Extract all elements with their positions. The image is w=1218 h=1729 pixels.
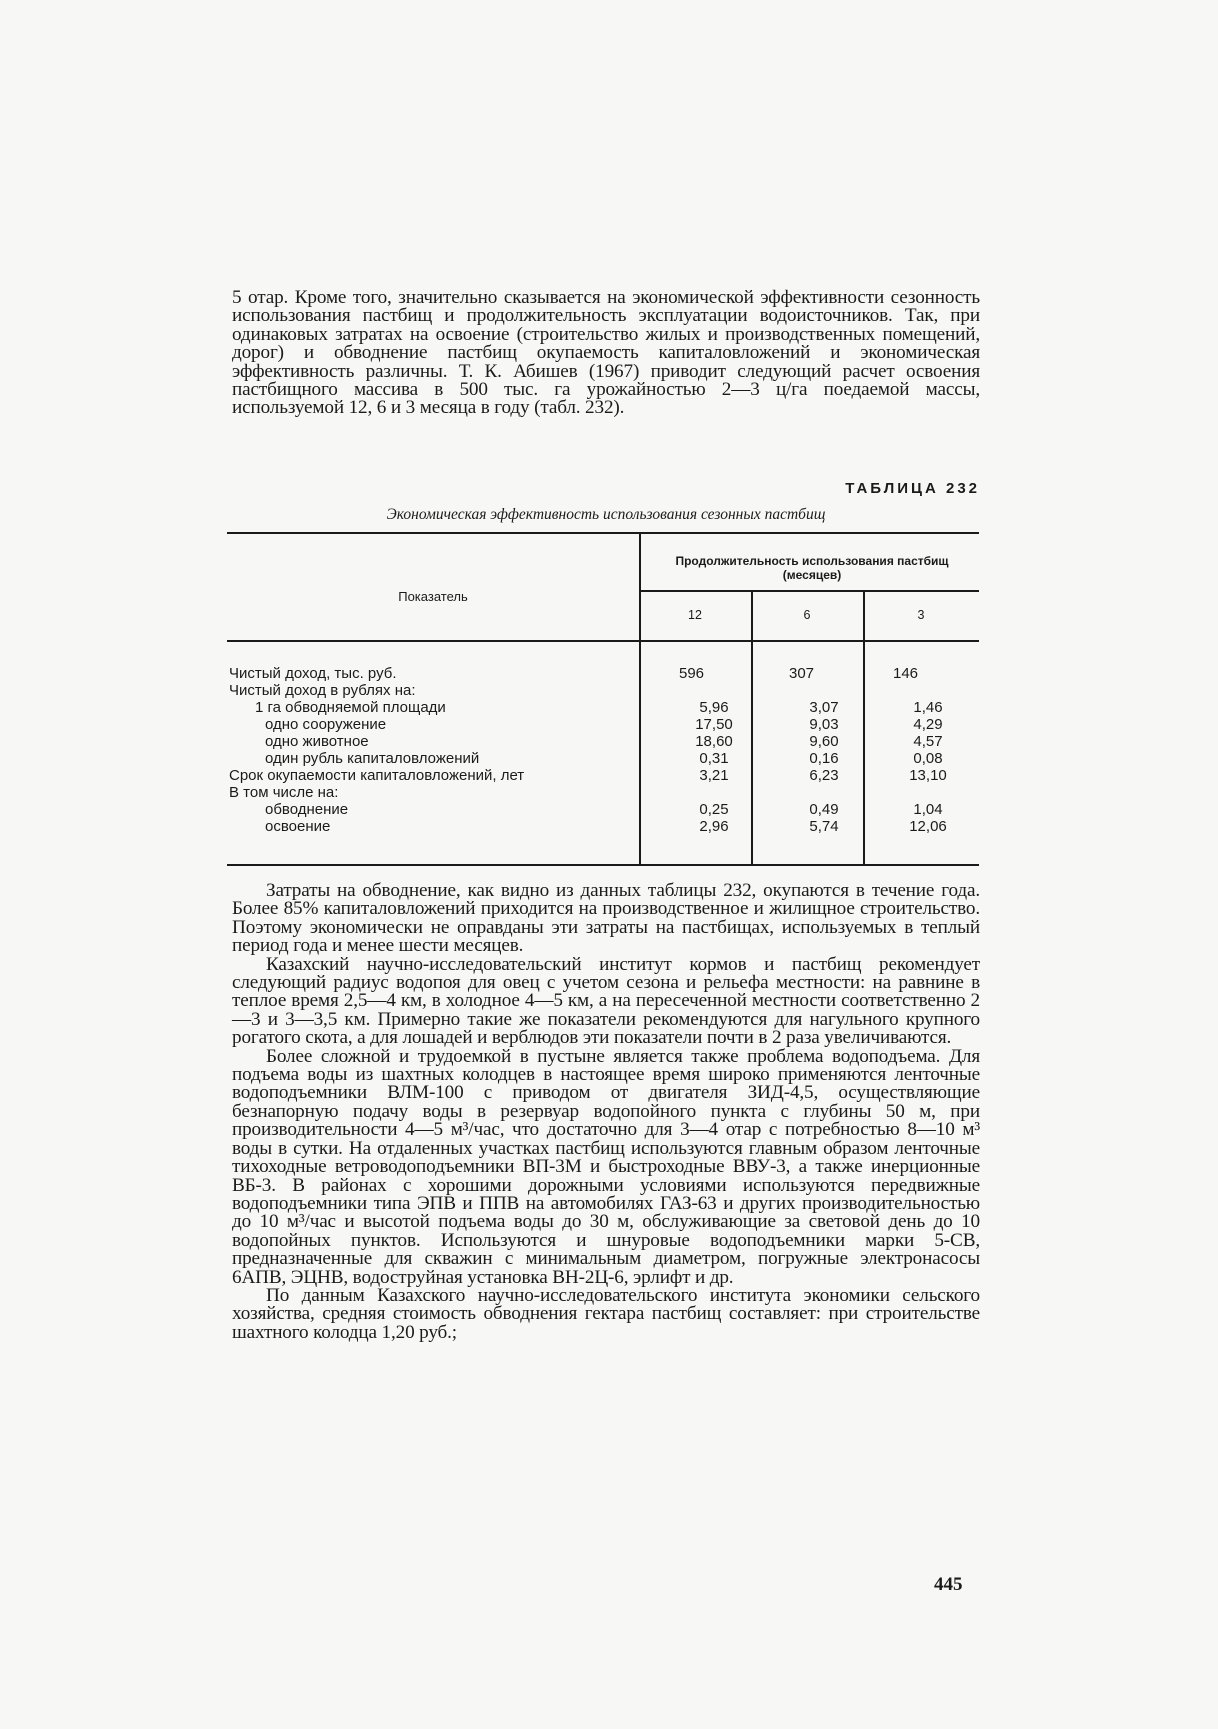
data-table: [227, 532, 979, 866]
table-row: [227, 733, 979, 751]
row-label: 1 га обводняемой площади: [255, 699, 446, 716]
cell-12: 18,60: [695, 733, 733, 750]
row-label: один рубль капиталовложений: [265, 750, 480, 767]
table-vline: [639, 534, 641, 640]
header-duration: Продолжительность использования пастбищ (месяцев): [675, 554, 949, 582]
header-col-12: 12: [688, 608, 702, 622]
table-caption: Экономическая эффективность использования сезонных пастбищ: [386, 506, 826, 523]
cell-3: 4,57: [913, 733, 943, 750]
table-header-divider: [227, 640, 979, 642]
cell-12: 17,50: [695, 716, 733, 733]
table-row: [227, 767, 979, 785]
cell-6: 5,74: [809, 818, 839, 835]
body-paragraph: Более сложной и трудоемкой в пустыне является также проблема водоподъема. Для подъема воды из шахтных колодцев в настоящее время широко применяются ленточные водоподъемники ВЛМ-100 с приводом от двигателя ЗИД-4,5, осуществляющие безнапорную подачу воды в резервуар водопойного пункта с глубины 50 м, при производительности 4—5 м³/час, что достаточно для 3—4 отар с потребностью 8—10 м³ воды в сутки. На отдаленных участках пастбищ используются главным образом ленточные тихоходные ветроводоподъемники ВП-3М и быстроходные ВВУ-3, а также инерционные ВБ-3. В районах с хорошими дорожными условиями используются передвижные водоподъемники типа ЭПВ и ППВ на автомобилях ГАЗ-63 и других производительностью до 10 м³/час и высотой подъема воды до 30 м, обслуживающие за световой день до 10 водопойных пунктов. Используются и шнуровые водоподъемники марки 5-СВ, предназначенные для скважин с минимальным диаметром, погружные электронасосы 6АПВ, ЭЦНВ, водоструйная установка ВН-2Ц-6, эрлифт и др.: [232, 1045, 980, 1288]
table-row: [227, 801, 979, 819]
cell-3: 4,29: [913, 716, 943, 733]
cell-6: 3,07: [809, 699, 839, 716]
cell-12: 0,25: [699, 801, 729, 818]
cell-3: 146: [893, 665, 919, 682]
cell-6: 6,23: [809, 767, 839, 784]
cell-3: 0,08: [913, 750, 943, 767]
cell-12: 3,21: [699, 767, 729, 784]
body-text-block: [232, 882, 980, 1342]
row-label: Срок окупаемости капиталовложений, лет: [229, 767, 525, 784]
cell-12: 596: [679, 665, 705, 682]
table-hline: [639, 590, 979, 592]
cell-6: 307: [789, 665, 815, 682]
row-label: освоение: [265, 818, 331, 835]
body-paragraph: По данным Казахского научно-исследовательского института экономики сельского хозяйства, средняя стоимость обводнения гектара пастбищ составляет: при строительстве шахтного колодца 1,20 руб.;: [232, 1284, 980, 1343]
table-row: [227, 716, 979, 734]
header-col-3: 3: [917, 608, 925, 622]
cell-3: 1,04: [913, 801, 943, 818]
body-paragraph: Затраты на обводнение, как видно из данных таблицы 232, окупаются в течение года. Более 85% капиталовложений приходится на производственное и жилищное строительство. Поэтому экономически не оправданы эти затраты на пастбищах, используемых в теплый период года и менее шести месяцев.: [232, 880, 980, 957]
row-label: одно сооружение: [265, 716, 387, 733]
table-row: [227, 818, 979, 836]
cell-12: 2,96: [699, 818, 729, 835]
row-label: одно животное: [265, 733, 369, 750]
cell-6: 0,49: [809, 801, 839, 818]
cell-6: 9,60: [809, 733, 839, 750]
row-label: В том числе на:: [229, 784, 339, 801]
cell-6: 0,16: [809, 750, 839, 767]
cell-3: 13,10: [909, 767, 947, 784]
cell-12: 0,31: [699, 750, 729, 767]
intro-paragraph-block: [232, 289, 980, 418]
row-label: Чистый доход в рублях на:: [229, 682, 416, 699]
table-row: [227, 682, 979, 700]
table-row: [227, 665, 979, 683]
cell-6: 9,03: [809, 716, 839, 733]
cell-12: 5,96: [699, 699, 729, 716]
body-paragraph: Казахский научно-исследовательский институт кормов и пастбищ рекомендует следующий радиус водопоя для овец с учетом сезона и рельефа местности: на равнине в теплое время 2,5—4 км, в холодное 4—5 км, а на пересеченной местности соответственно 2—3 и 3—3,5 км. Примерно такие же показатели рекомендуются для нагульного крупного рогатого скота, а для лошадей и верблюдов эти показатели почти в 2 раза увеличиваются.: [232, 953, 980, 1049]
header-indicator: Показатель: [398, 589, 468, 604]
row-label: обводнение: [265, 801, 349, 818]
intro-paragraph: 5 отар. Кроме того, значительно сказывается на экономической эффективности сезонность использования пастбищ и продолжительность эксплуатации водоисточников. Так, при одинаковых затратах на освоение (строительство жилых и производственных помещений, дорог) и обводнение пастбищ окупаемость капиталовложений и экономическая эффективность различны. Т. К. Абишев (1967) приводит следующий расчет освоения пастбищного массива в 500 тыс. га урожайностью 2—3 ц/га поедаемой массы, используемой 12, 6 и 3 месяца в году (табл. 232).: [232, 287, 980, 419]
page-number: 445: [934, 1574, 963, 1595]
cell-3: 12,06: [909, 818, 947, 835]
table-row: [227, 750, 979, 768]
table-row: [227, 699, 979, 717]
row-label: Чистый доход, тыс. руб.: [229, 665, 397, 682]
cell-3: 1,46: [913, 699, 943, 716]
table-row: [227, 784, 979, 802]
table-label: ТАБЛИЦА 232: [845, 480, 980, 497]
header-col-6: 6: [803, 608, 811, 622]
